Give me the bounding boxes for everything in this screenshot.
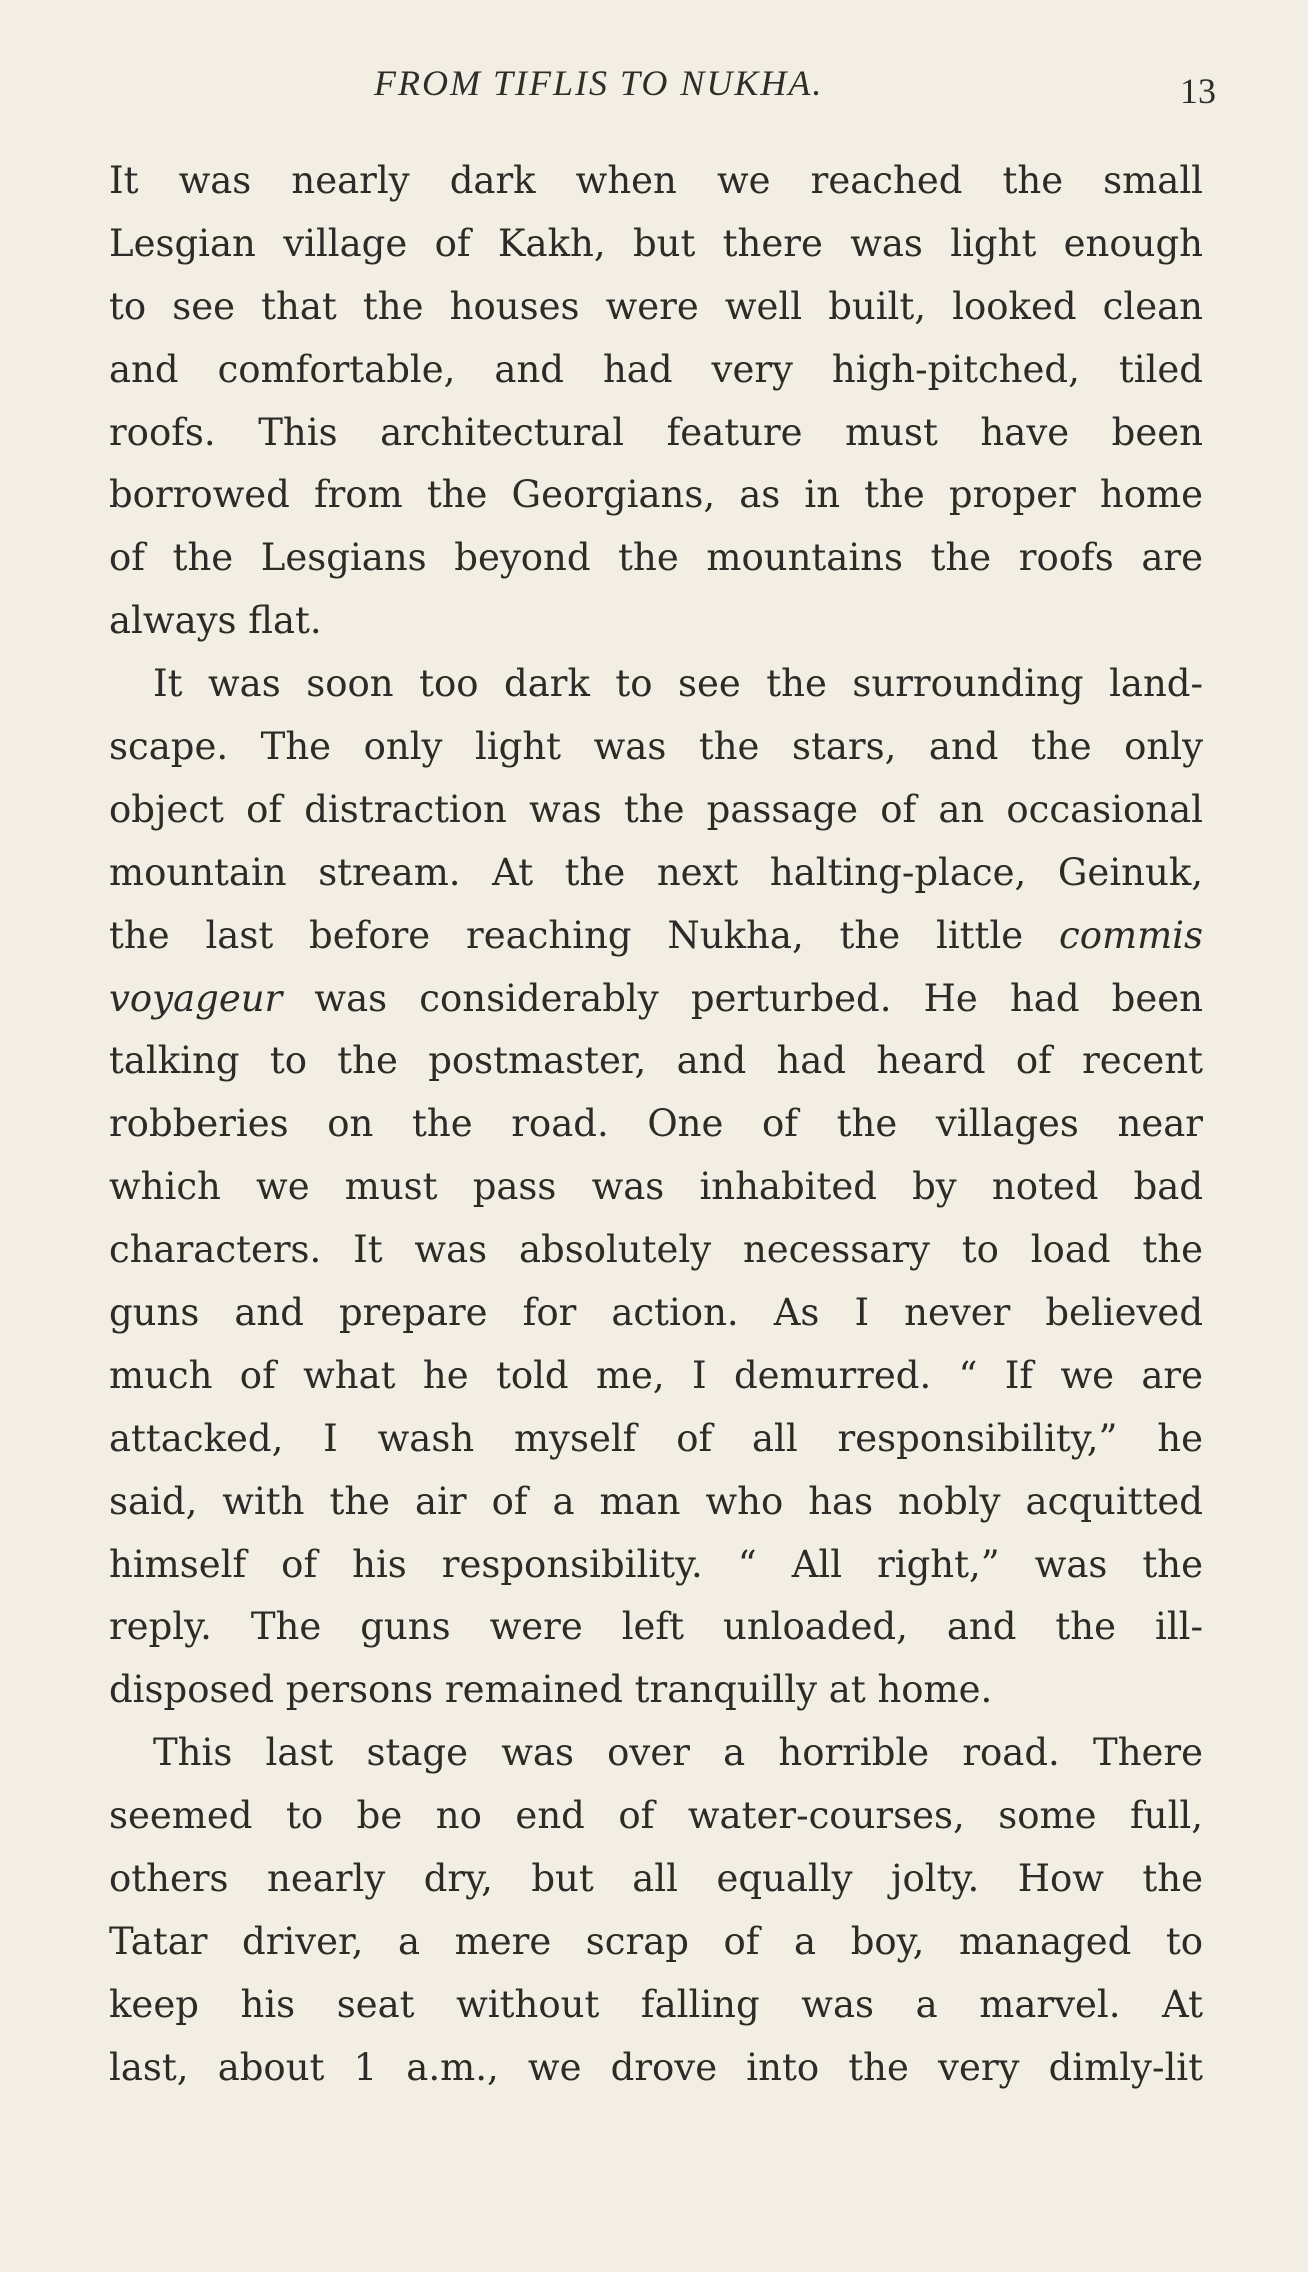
text-line: object of distraction was the passage of an occasional	[109, 787, 1203, 831]
text-line: borrowed from the Georgians, as in the proper home	[109, 473, 1203, 517]
text-line: This last stage was over a horrible road. There	[153, 1731, 1203, 1775]
text-line: roofs. This architectural feature must have been	[109, 410, 1203, 454]
text-line: Lesgian village of Kakh, but there was light enough	[109, 221, 1203, 265]
text-line: attacked, I wash myself of all responsibility,” he	[109, 1416, 1203, 1460]
italic-phrase: voyageur	[109, 976, 283, 1020]
text-line: said, with the air of a man who has nobly acquitted	[109, 1479, 1203, 1523]
text-line: talking to the postmaster, and had heard of recent	[109, 1039, 1203, 1083]
page-number: 13	[1180, 71, 1216, 111]
body-text	[109, 150, 1203, 2100]
text-line: himself of his responsibility. “ All right,” was the	[109, 1542, 1203, 1586]
running-head	[0, 62, 1308, 112]
text-line: keep his seat without falling was a marvel. At	[109, 1982, 1203, 2026]
text-line: much of what he told me, I demurred. “ If we are	[109, 1353, 1203, 1397]
text-line: robberies on the road. One of the villages near	[109, 1102, 1203, 1146]
text-line: last, about 1 a.m., we drove into the very dimly-lit	[109, 2045, 1203, 2089]
italic-phrase: commis	[1059, 913, 1203, 957]
text-line: It was nearly dark when we reached the small	[109, 159, 1203, 202]
text-line: It was soon too dark to see the surrounding land-	[153, 662, 1203, 706]
text-line: characters. It was absolutely necessary to load the	[109, 1228, 1203, 1272]
text-line: and comfortable, and had very high-pitched, tiled	[109, 347, 1203, 391]
text-line: mountain stream. At the next halting-place, Geinuk,	[109, 850, 1203, 894]
text-line: Tatar driver, a mere scrap of a boy, managed to	[109, 1919, 1203, 1963]
text-line: of the Lesgians beyond the mountains the roofs are	[109, 536, 1203, 580]
text-line: disposed persons remained tranquilly at home.	[109, 1668, 993, 1712]
text-line	[109, 968, 1203, 1031]
text-line: scape. The only light was the stars, and the only	[109, 725, 1203, 769]
text-segment: was considerably perturbed. He had been	[282, 976, 1203, 1020]
text-line	[109, 905, 1203, 968]
text-segment: the last before reaching Nukha, the little	[109, 913, 1059, 957]
text-line: seemed to be no end of water-courses, some full,	[109, 1794, 1203, 1838]
text-line: which we must pass was inhabited by noted bad	[109, 1165, 1203, 1209]
text-line: reply. The guns were left unloaded, and the ill-	[109, 1605, 1203, 1649]
text-line: to see that the houses were well built, looked clean	[109, 284, 1203, 328]
text-line: others nearly dry, but all equally jolty. How the	[109, 1857, 1203, 1901]
running-title: FROM TIFLIS TO NUKHA.	[374, 63, 824, 103]
text-line: guns and prepare for action. As I never believed	[109, 1291, 1203, 1335]
text-line: always flat.	[109, 599, 322, 643]
